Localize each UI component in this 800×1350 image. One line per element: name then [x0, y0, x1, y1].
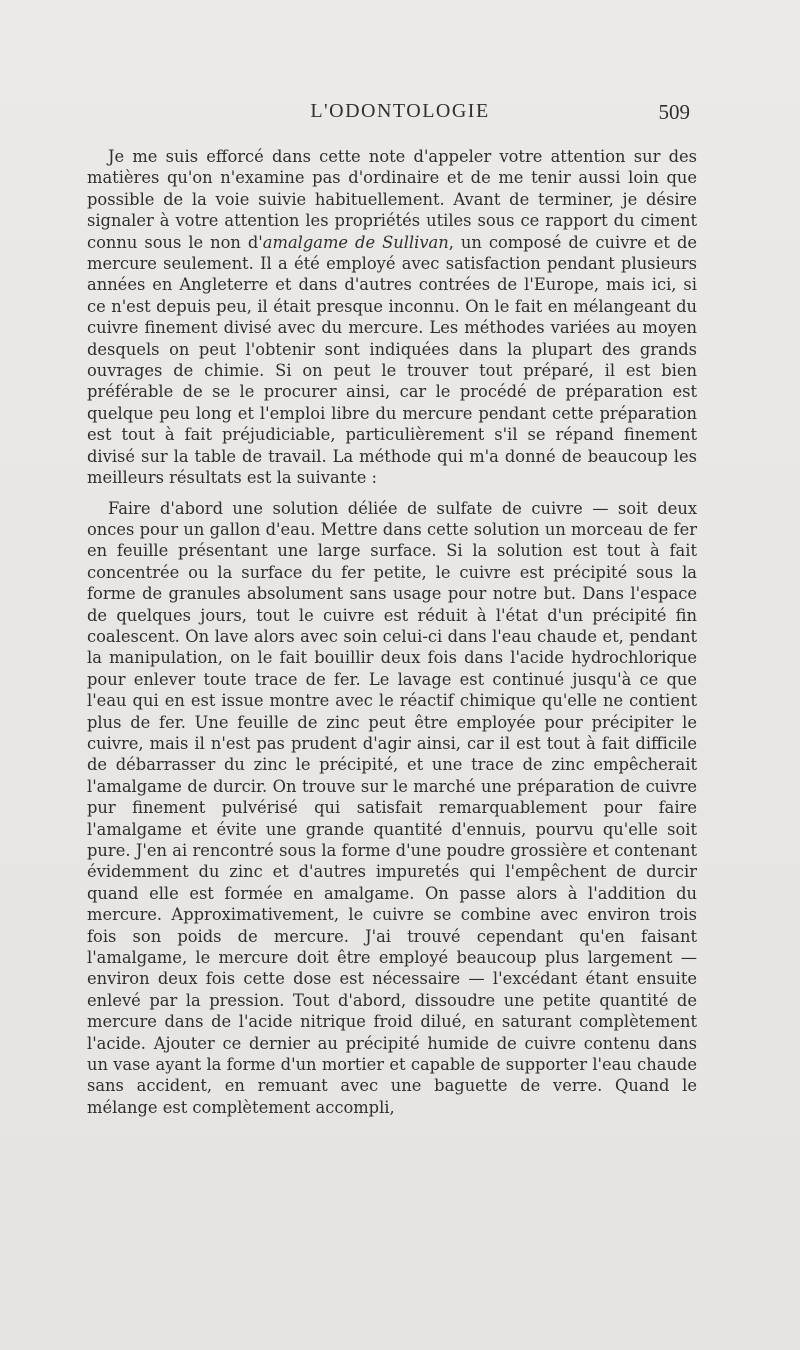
paragraph-1-emphasis: amalgame de Sullivan — [262, 232, 449, 252]
paragraph-1 — [87, 146, 697, 489]
paragraph-1-text-after: , un composé de cuivre et de mercure seulement. Il a été employé avec satisfaction pendant plusieurs années en Angleterre et dans d'autres contrées de l'Europe, mais ici, si ce n'est depuis peu, il était presque inconnu. On le fait en mélangeant du cuivre finement divisé avec du mercure. Les méthodes variées au moyen desquels on peut l'obtenir sont indiquées dans la plupart des grands ouvrages de chimie. Si on peut le trouver tout préparé, il est bien préférable de se le procurer ainsi, car le procédé de préparation est quelque peu long et l'emploi libre du mercure pendant cette préparation est tout à fait préjudiciable, particulièrement s'il se répand finement divisé sur la table de travail. La méthode qui m'a donné de beaucoup les meilleurs résultats est la suivante : — [87, 232, 698, 488]
journal-title: L'ODONTOLOGIE — [310, 100, 490, 122]
paragraph-2: Faire d'abord une solution déliée de sulfate de cuivre — soit deux onces pour un gallon d'eau. Mettre dans cette solution un morceau de fer en feuille présentant une large surface. Si la solution est tout à fait concentrée ou la surface du fer petite, le cuivre est précipité sous la forme de granules absolument sans usage pour notre but. Dans l'espace de quelques jours, tout le cuivre est réduit à l'état d'un précipité fin coalescent. On lave alors avec soin celui-ci dans l'eau chaude et, pendant la manipulation, on le fait bouillir deux fois dans l'acide hydrochlorique pour enlever toute trace de fer. Le lavage est continué jusqu'à ce que l'eau qui en est issue montre avec le réactif chimique qu'elle ne contient plus de fer. Une feuille de zinc peut être employée pour précipiter le cuivre, mais il n'est pas prudent d'agir ainsi, car il est tout à fait difficile de débarrasser du zinc le précipité, et une trace de zinc empêcherait l'amalgame de durcir. On trouve sur le marché une préparation de cuivre pur finement pulvérisé qui satisfait remarquablement pour faire l'amalgame et évite une grande quantité d'ennuis, pourvu qu'elle soit pure. J'en ai rencontré sous la forme d'une poudre grossière et contenant évidemment du zinc et d'autres impuretés qui l'empêchent de durcir quand elle est formée en amalgame. On passe alors à l'addition du mercure. Approximativement, le cuivre se combine avec environ trois fois son poids de mercure. J'ai trouvé cependant qu'en faisant l'amalgame, le mercure doit être employé beaucoup plus largement — environ deux fois cette dose est nécessaire — l'excédant étant ensuite enlevé par la pression. Tout d'abord, dissoudre une petite quantité de mercure dans de l'acide nitrique froid dilué, en saturant complètement l'acide. Ajouter ce dernier au précipité humide de cuivre contenu dans un vase ayant la forme d'un mortier et capable de supporter l'eau chaude sans accident, en remuant avec une baguette de verre. Quand le mélange est complètement accompli, — [87, 498, 697, 1117]
paragraph-1-text-before: Je me suis efforcé dans cette note d'appeler votre attention sur des matières qu'on n'examine pas d'ordinaire et de me tenir aussi loin que possible de la voie suivie habituellement. Avant de terminer, je désire signaler à votre attention les propriétés utiles sous ce rapport du ciment connu sous le non d' — [87, 147, 697, 252]
page-number: 509 — [658, 100, 690, 124]
body-text — [87, 146, 697, 1118]
running-header — [0, 100, 800, 130]
